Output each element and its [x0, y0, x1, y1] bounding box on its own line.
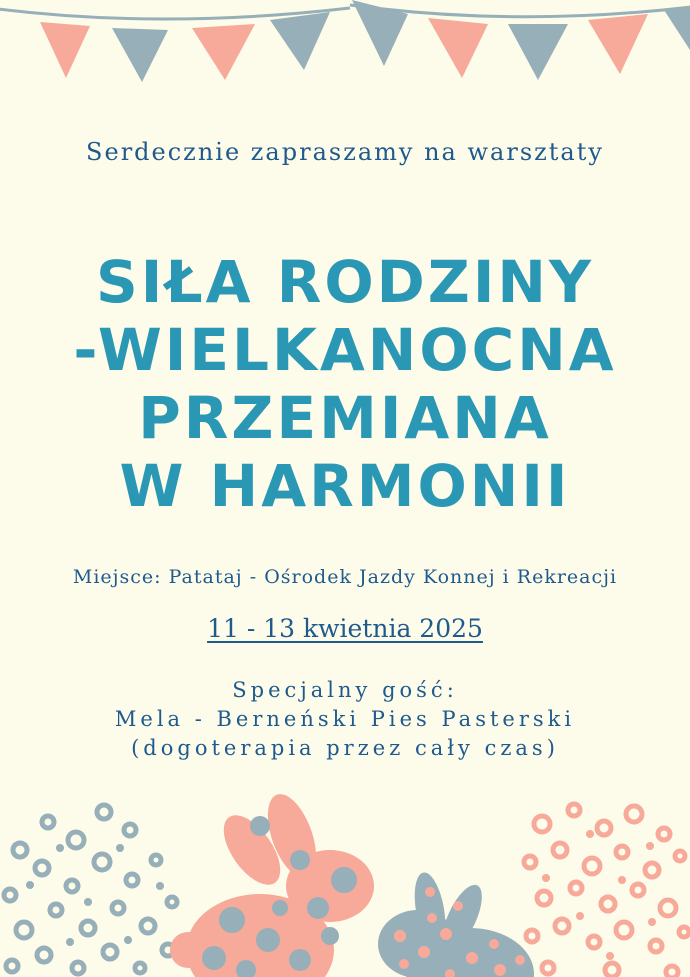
title-line: PRZEMIANA	[138, 384, 552, 452]
bunting-flags	[0, 0, 690, 100]
event-place: Miejsce: Patataj - Ośrodek Jazdy Konnej i Rekreacji	[72, 566, 618, 588]
special-guest	[0, 676, 690, 763]
bunting-flag	[508, 24, 568, 80]
invite-text: Serdecznie zapraszamy na warsztaty	[86, 138, 604, 166]
rabbit-salmon	[170, 790, 374, 977]
rabbit-grey	[378, 870, 534, 977]
title-line: SIŁA RODZINY	[96, 248, 594, 316]
event-title	[0, 248, 690, 520]
guest-line: (dogoterapia przez cały czas)	[131, 736, 559, 760]
dotted-circles-left	[4, 805, 177, 974]
guest-line: Mela - Berneński Pies Pasterski	[114, 707, 576, 731]
dotted-circles-right	[524, 804, 689, 977]
bunting-flag	[664, 5, 690, 50]
guest-line: Specjalny gość:	[232, 678, 458, 702]
bunting-flag	[588, 14, 648, 74]
title-line: -WIELKANOCNA	[73, 316, 617, 384]
event-dates: 11 - 13 kwietnia 2025	[207, 614, 483, 643]
bunting-flag	[192, 24, 255, 80]
bunting-flag	[112, 28, 168, 82]
bunting-flag	[428, 18, 488, 78]
title-line: W HARMONII	[119, 452, 571, 520]
bunting-flag	[40, 22, 90, 78]
easter-decoration	[0, 790, 690, 977]
bunting-flag	[270, 12, 330, 70]
